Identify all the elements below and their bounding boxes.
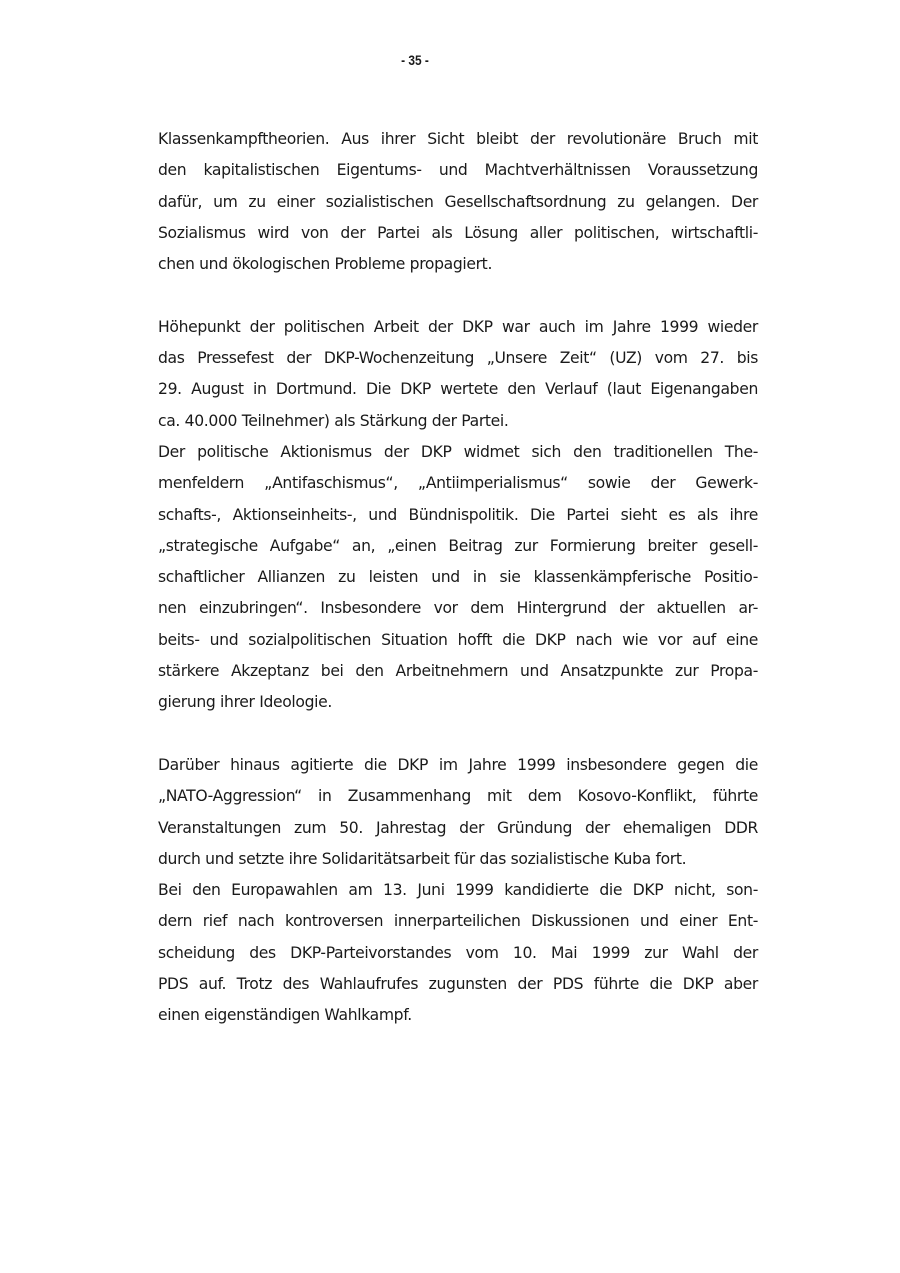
text-line: durch und setzte ihre Solidaritätsarbeit für das sozialistische Kuba fort. bbox=[158, 849, 687, 868]
text-line: schaftlicher Allianzen zu leisten und in sie klassenkämpferische Positio- bbox=[158, 568, 758, 587]
text-line: dafür, um zu einer sozialistischen Gesellschaftsordnung zu gelangen. Der bbox=[158, 192, 758, 211]
text-line: Veranstaltungen zum 50. Jahrestag der Gründung der ehemaligen DDR bbox=[158, 818, 758, 837]
text-line: scheidung des DKP-Parteivorstandes vom 10. Mai 1999 zur Wahl der bbox=[158, 943, 758, 962]
paragraph bbox=[158, 437, 758, 719]
text-line: PDS auf. Trotz des Wahlaufrufes zugunsten der PDS führte die DKP aber bbox=[158, 975, 758, 994]
text-line: Der politische Aktionismus der DKP widmet sich den traditionellen The- bbox=[158, 442, 758, 461]
text-line: dern rief nach kontroversen innerparteilichen Diskussionen und einer Ent- bbox=[158, 912, 758, 931]
text-line: „NATO-Aggression“ in Zusammenhang mit dem Kosovo-Konflikt, führte bbox=[158, 787, 758, 806]
paragraph bbox=[158, 124, 758, 280]
text-line: Klassenkampftheorien. Aus ihrer Sicht bleibt der revolutionäre Bruch mit bbox=[158, 130, 758, 148]
paragraph bbox=[158, 875, 758, 1031]
text-line: ca. 40.000 Teilnehmer) als Stärkung der Partei. bbox=[158, 411, 509, 430]
text-line: das Pressefest der DKP-Wochenzeitung „Unsere Zeit“ (UZ) vom 27. bis bbox=[158, 349, 758, 368]
body-text bbox=[158, 124, 758, 1032]
text-line: Sozialismus wird von der Partei als Lösung aller politischen, wirtschaftli- bbox=[158, 223, 758, 242]
text-line: schafts-, Aktionseinheits-, und Bündnispolitik. Die Partei sieht es als ihre bbox=[158, 505, 758, 524]
text-line: den kapitalistischen Eigentums- und Machtverhältnissen Voraussetzung bbox=[158, 161, 758, 180]
text-line: gierung ihrer Ideologie. bbox=[158, 693, 332, 712]
page-number: - 35 - bbox=[401, 52, 429, 68]
text-line: nen einzubringen“. Insbesondere vor dem Hintergrund der aktuellen ar- bbox=[158, 599, 758, 618]
text-line: 29. August in Dortmund. Die DKP wertete den Verlauf (laut Eigenangaben bbox=[158, 380, 758, 399]
text-line: einen eigenständigen Wahlkampf. bbox=[158, 1006, 412, 1025]
text-line: Höhepunkt der politischen Arbeit der DKP war auch im Jahre 1999 wieder bbox=[158, 317, 758, 336]
text-line: Darüber hinaus agitierte die DKP im Jahre 1999 insbesondere gegen die bbox=[158, 755, 758, 774]
text-line: menfeldern „Antifaschismus“, „Antiimperialismus“ sowie der Gewerk- bbox=[158, 474, 758, 493]
text-line: beits- und sozialpolitischen Situation hofft die DKP nach wie vor auf eine bbox=[158, 630, 758, 649]
paragraph bbox=[158, 312, 758, 437]
text-line: Bei den Europawahlen am 13. Juni 1999 kandidierte die DKP nicht, son- bbox=[158, 881, 758, 900]
text-line: „strategische Aufgabe“ an, „einen Beitrag zur Formierung breiter gesell- bbox=[158, 536, 758, 555]
text-line: chen und ökologischen Probleme propagiert. bbox=[158, 255, 493, 274]
text-line: stärkere Akzeptanz bei den Arbeitnehmern und Ansatzpunkte zur Propa- bbox=[158, 662, 758, 681]
paragraph bbox=[158, 750, 758, 875]
